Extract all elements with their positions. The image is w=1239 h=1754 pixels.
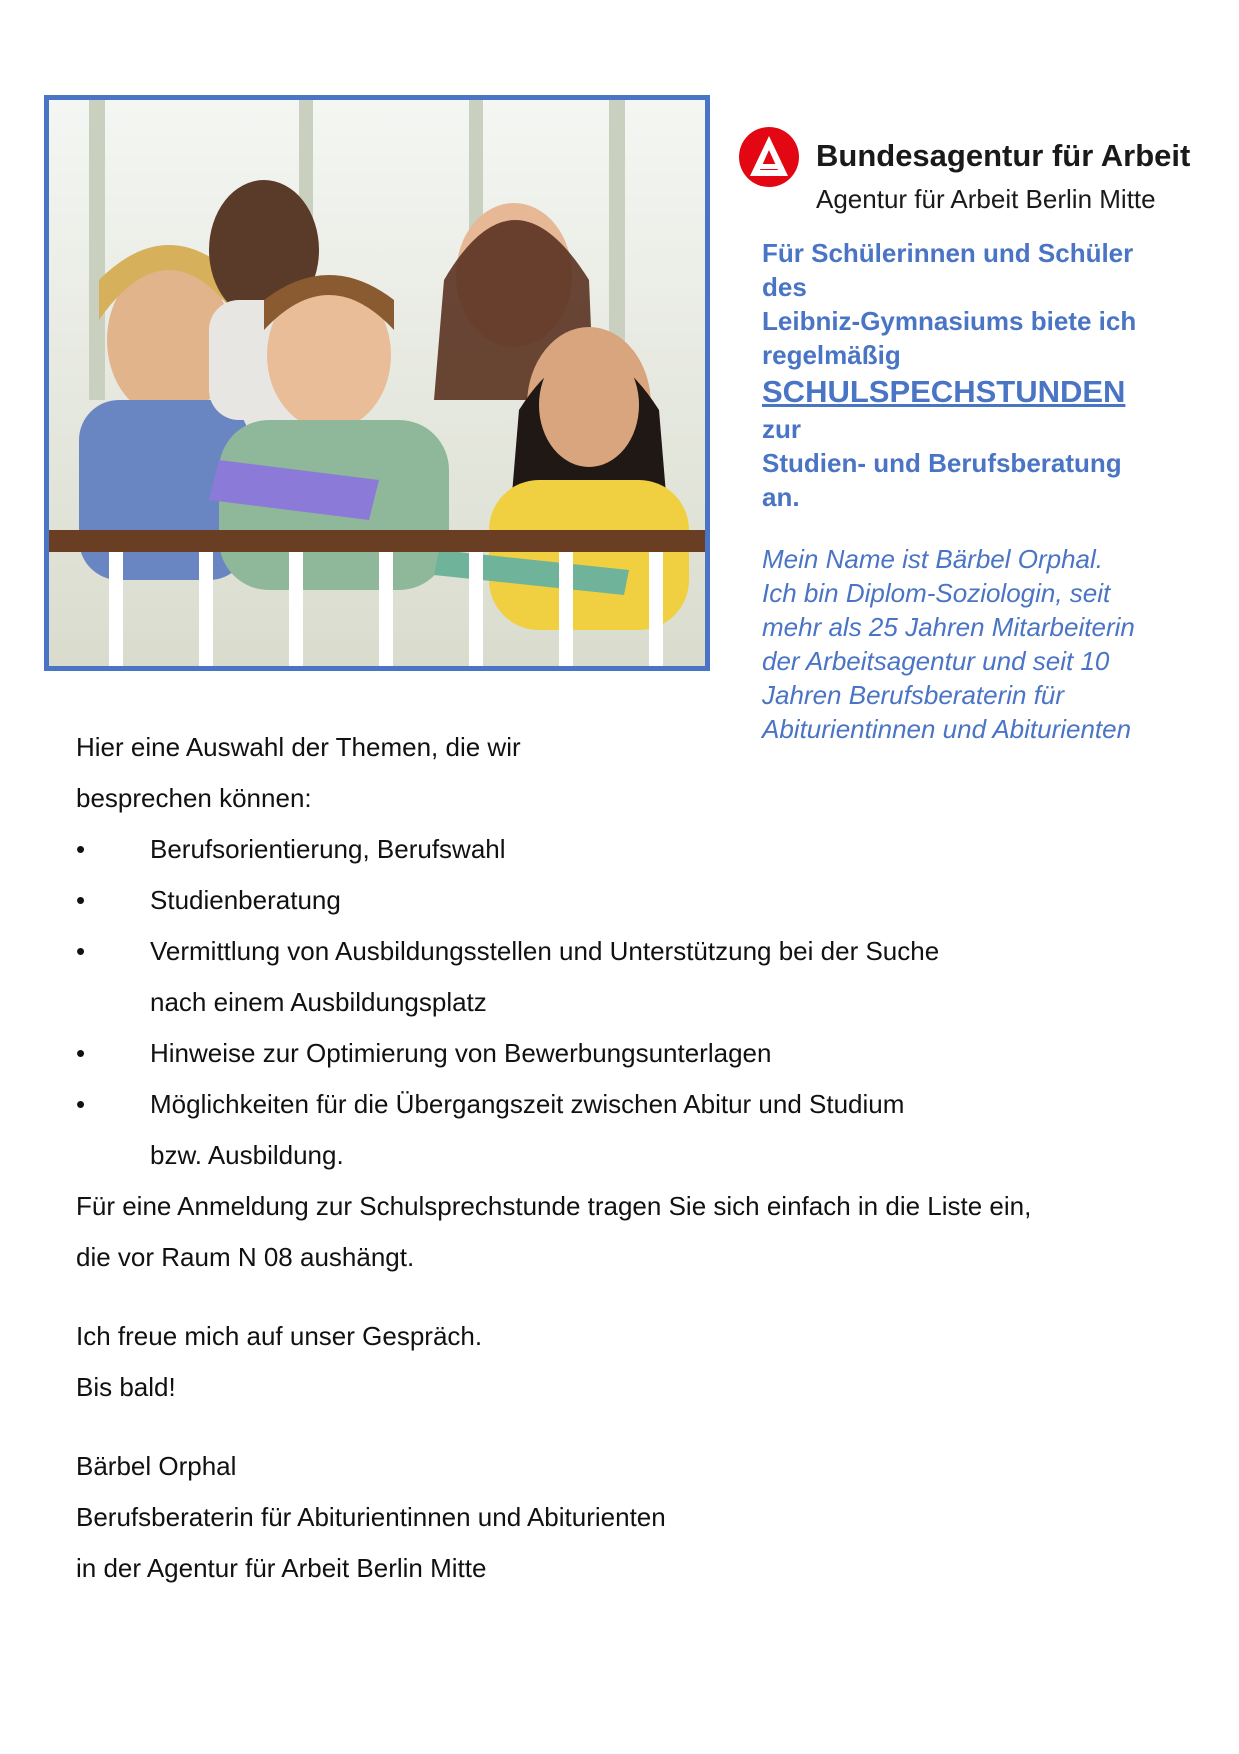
closing-text: Ich freue mich auf unser Gespräch. (76, 1321, 483, 1351)
offer-heading (762, 236, 1202, 514)
spacer (76, 1413, 1186, 1441)
offer-line: zur (762, 414, 801, 444)
signature-name: Bärbel Orphal (76, 1451, 237, 1481)
bullet-icon: • (76, 936, 86, 966)
list-item-text: Hinweise zur Optimierung von Bewerbungsunterlagen (150, 1038, 772, 1068)
intro-line: Ich bin Diplom-Soziologin, seit (762, 578, 1111, 608)
offer-block (762, 236, 1202, 746)
topics-list (76, 824, 1186, 1181)
signature-role: Berufsberaterin für Abiturientinnen und Abiturienten (76, 1502, 666, 1532)
closing-text: Bis bald! (76, 1372, 176, 1402)
letter-body (76, 722, 1186, 1594)
intro-line: der Arbeitsagentur und seit 10 (762, 646, 1110, 676)
bundesagentur-logo (738, 118, 1191, 218)
bullet-icon: • (76, 1089, 86, 1119)
offer-line: Studien- und Berufsberatung (762, 448, 1122, 478)
intro-line: mehr als 25 Jahren Mitarbeiterin (762, 612, 1135, 642)
advisor-intro (762, 542, 1202, 746)
registration-text: Für eine Anmeldung zur Schulsprechstunde tragen Sie sich einfach in die Liste ein, (76, 1191, 1032, 1221)
bullet-icon: • (76, 834, 86, 864)
list-item (76, 926, 1186, 1028)
list-item-text: Berufsorientierung, Berufswahl (150, 834, 506, 864)
ba-logo-icon (738, 126, 800, 188)
offer-line: regelmäßig (762, 340, 901, 370)
logo-title: Bundesagentur für Arbeit (816, 138, 1191, 173)
bullet-icon: • (76, 885, 86, 915)
offer-line: Leibniz-Gymnasiums biete ich (762, 306, 1137, 336)
topics-intro: besprechen können: (76, 783, 312, 813)
students-photo (44, 95, 710, 671)
list-item-text: Studienberatung (150, 885, 341, 915)
list-item (76, 875, 1186, 926)
offer-line: des (762, 272, 807, 302)
list-item-text: bzw. Ausbildung. (150, 1140, 344, 1170)
spacer (76, 1283, 1186, 1311)
list-item (76, 1028, 1186, 1079)
list-item-text: nach einem Ausbildungsplatz (150, 987, 487, 1017)
bullet-icon: • (76, 1038, 86, 1068)
logo-subtitle: Agentur für Arbeit Berlin Mitte (816, 184, 1156, 214)
offer-line: an. (762, 482, 800, 512)
offer-highlight: SCHULSPECHSTUNDEN (762, 374, 1126, 409)
topics-intro: Hier eine Auswahl der Themen, die wir (76, 732, 521, 762)
list-item-text: Vermittlung von Ausbildungsstellen und Unterstützung bei der Suche (150, 936, 940, 966)
list-item (76, 1079, 1186, 1181)
list-item-text: Möglichkeiten für die Übergangszeit zwischen Abitur und Studium (150, 1089, 905, 1119)
signature-org: in der Agentur für Arbeit Berlin Mitte (76, 1553, 487, 1583)
intro-line: Jahren Berufsberaterin für (762, 680, 1065, 710)
intro-line: Abiturientinnen und Abiturienten (762, 714, 1132, 744)
intro-line: Mein Name ist Bärbel Orphal. (762, 544, 1104, 574)
students-photo-illustration (49, 100, 705, 666)
offer-line: Für Schülerinnen und Schüler (762, 238, 1134, 268)
registration-text: die vor Raum N 08 aushängt. (76, 1242, 415, 1272)
list-item (76, 824, 1186, 875)
